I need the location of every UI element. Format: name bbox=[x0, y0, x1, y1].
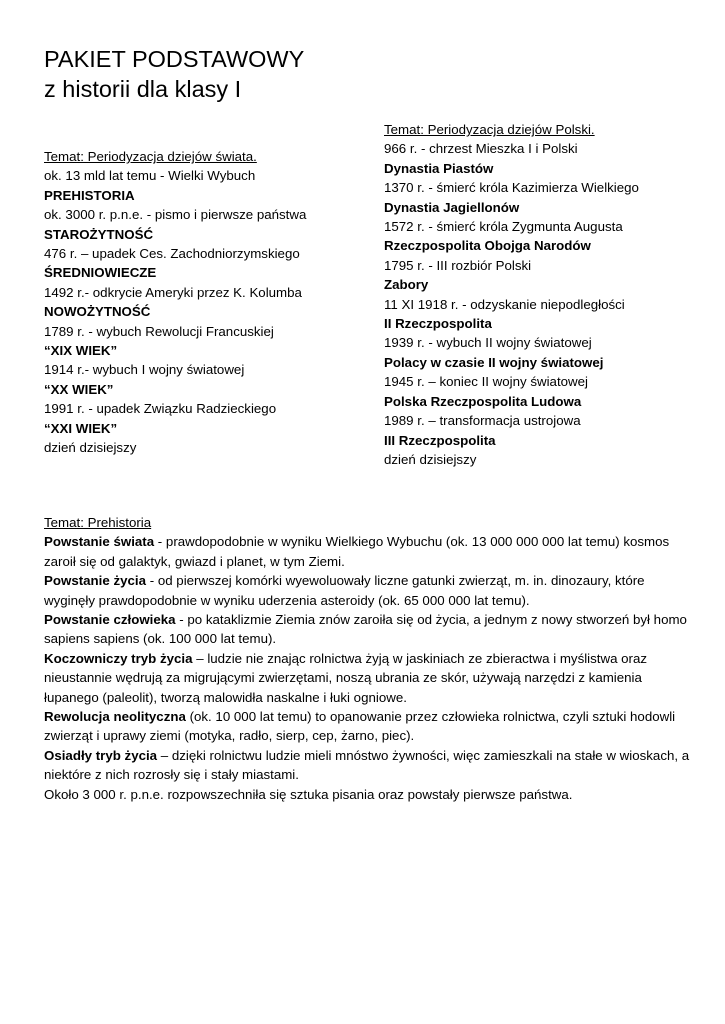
right-line: 1945 r. – koniec II wojny światowej bbox=[384, 374, 588, 390]
left-era: ŚREDNIOWIECZE bbox=[44, 265, 157, 281]
left-line: dzień dzisiejszy bbox=[44, 440, 137, 456]
prehistory-paragraph bbox=[44, 532, 694, 571]
right-line: 1572 r. - śmierć króla Zygmunta Augusta bbox=[384, 219, 623, 235]
left-era: NOWOŻYTNOŚĆ bbox=[44, 304, 151, 320]
title-line-1: PAKIET PODSTAWOWY bbox=[44, 46, 305, 72]
right-era: Rzeczpospolita Obojga Narodów bbox=[384, 238, 591, 254]
world-periodization-heading: Temat: Periodyzacja dziejów świata. bbox=[44, 149, 257, 164]
world-periodization-column bbox=[44, 147, 364, 458]
left-era: STAROŻYTNOŚĆ bbox=[44, 226, 154, 242]
right-era: Zabory bbox=[384, 277, 429, 293]
left-line: ok. 13 mld lat temu - Wielki Wybuch bbox=[44, 168, 256, 184]
right-line: 11 XI 1918 r. - odzyskanie niepodległości bbox=[384, 296, 625, 312]
prehistory-section bbox=[44, 513, 694, 804]
right-line: 1989 r. – transformacja ustrojowa bbox=[384, 413, 581, 429]
prehistory-heading: Temat: Prehistoria bbox=[44, 515, 152, 530]
prehistory-paragraph bbox=[44, 571, 694, 610]
paragraph-text: - prawdopodobnie w wyniku Wielkiego Wybuchu (ok. 13 000 000 000 lat temu) kosmos zaroił się od galaktyk, gwiazd i planet, w tym Ziemi. bbox=[44, 534, 670, 569]
prehistory-paragraph bbox=[44, 785, 694, 804]
document-title bbox=[44, 44, 304, 104]
right-line: 966 r. - chrzest Mieszka I i Polski bbox=[384, 141, 578, 157]
left-line: 1789 r. - wybuch Rewolucji Francuskiej bbox=[44, 323, 274, 339]
right-era: II Rzeczpospolita bbox=[384, 316, 492, 332]
right-era: Dynastia Piastów bbox=[384, 160, 494, 176]
prehistory-paragraph bbox=[44, 746, 694, 785]
paragraph-text: (ok. 10 000 lat temu) to opanowanie przez człowieka rolnictwa, czyli sztuki hodowli zwierząt i uprawy ziemi (motyka, radło, sierp, cep, żarno, piec). bbox=[44, 709, 676, 744]
right-era: Dynastia Jagiellonów bbox=[384, 199, 520, 215]
prehistory-paragraph bbox=[44, 610, 694, 649]
right-era: Polska Rzeczpospolita Ludowa bbox=[384, 393, 582, 409]
paragraph-term: Osiadły tryb życia bbox=[44, 747, 158, 763]
paragraph-text: - po kataklizmie Ziemia znów zaroiła się od życia, a jednym z nowy stworzeń był homo sapiens sapiens (ok. 100 000 lat temu). bbox=[44, 612, 687, 647]
left-line: 476 r. – upadek Ces. Zachodniorzymskiego bbox=[44, 246, 300, 262]
poland-periodization-column bbox=[384, 120, 704, 469]
left-era: “XIX WIEK” bbox=[44, 343, 118, 359]
left-era: “XXI WIEK” bbox=[44, 420, 118, 436]
left-line: 1492 r.- odkrycie Ameryki przez K. Kolumba bbox=[44, 284, 302, 300]
paragraph-text: – dzięki rolnictwu ludzie mieli mnóstwo żywności, więc zamieszkali na stałe w wioskach, a niektóre z nich rozrosły się i stały miastami. bbox=[44, 747, 690, 783]
left-line: 1991 r. - upadek Związku Radzieckiego bbox=[44, 401, 277, 417]
title-line-2: z historii dla klasy I bbox=[44, 76, 242, 102]
right-line: 1795 r. - III rozbiór Polski bbox=[384, 257, 532, 273]
right-era: Polacy w czasie II wojny światowej bbox=[384, 354, 604, 370]
paragraph-term: Powstanie człowieka bbox=[44, 612, 176, 628]
left-era: PREHISTORIA bbox=[44, 187, 135, 203]
paragraph-text: Około 3 000 r. p.n.e. rozpowszechniła się sztuka pisania oraz powstały pierwsze państwa. bbox=[44, 786, 573, 802]
paragraph-term: Koczowniczy tryb życia bbox=[44, 650, 193, 666]
right-era: III Rzeczpospolita bbox=[384, 432, 496, 448]
right-line: 1370 r. - śmierć króla Kazimierza Wielkiego bbox=[384, 180, 639, 196]
prehistory-paragraph bbox=[44, 649, 694, 707]
paragraph-text: - od pierwszej komórki wyewoluowały liczne gatunki zwierząt, m. in. dinozaury, które wyginęły prawdopodobnie w wyniku uderzenia asteroidy (ok. 65 000 000 lat temu). bbox=[44, 573, 645, 608]
left-era: “XX WIEK” bbox=[44, 381, 114, 397]
paragraph-term: Rewolucja neolityczna bbox=[44, 709, 186, 725]
poland-periodization-heading: Temat: Periodyzacja dziejów Polski. bbox=[384, 122, 595, 137]
left-line: ok. 3000 r. p.n.e. - pismo i pierwsze państwa bbox=[44, 207, 307, 223]
prehistory-paragraph bbox=[44, 707, 694, 746]
paragraph-term: Powstanie świata bbox=[44, 534, 155, 550]
right-line: dzień dzisiejszy bbox=[384, 451, 477, 467]
right-line: 1939 r. - wybuch II wojny światowej bbox=[384, 335, 592, 351]
left-line: 1914 r.- wybuch I wojny światowej bbox=[44, 362, 245, 378]
paragraph-term: Powstanie życia bbox=[44, 573, 146, 589]
paragraph-text: – ludzie nie znając rolnictwa żyją w jaskiniach ze zbieractwa i myślistwa oraz nieustannie wędrują za migrującymi zwierzętami, noszą ubrania ze skór, używają narzędzi z kamienia łupanego (paleolit), tworzą malowidła naskalne i łuki ogniowe. bbox=[44, 650, 648, 705]
